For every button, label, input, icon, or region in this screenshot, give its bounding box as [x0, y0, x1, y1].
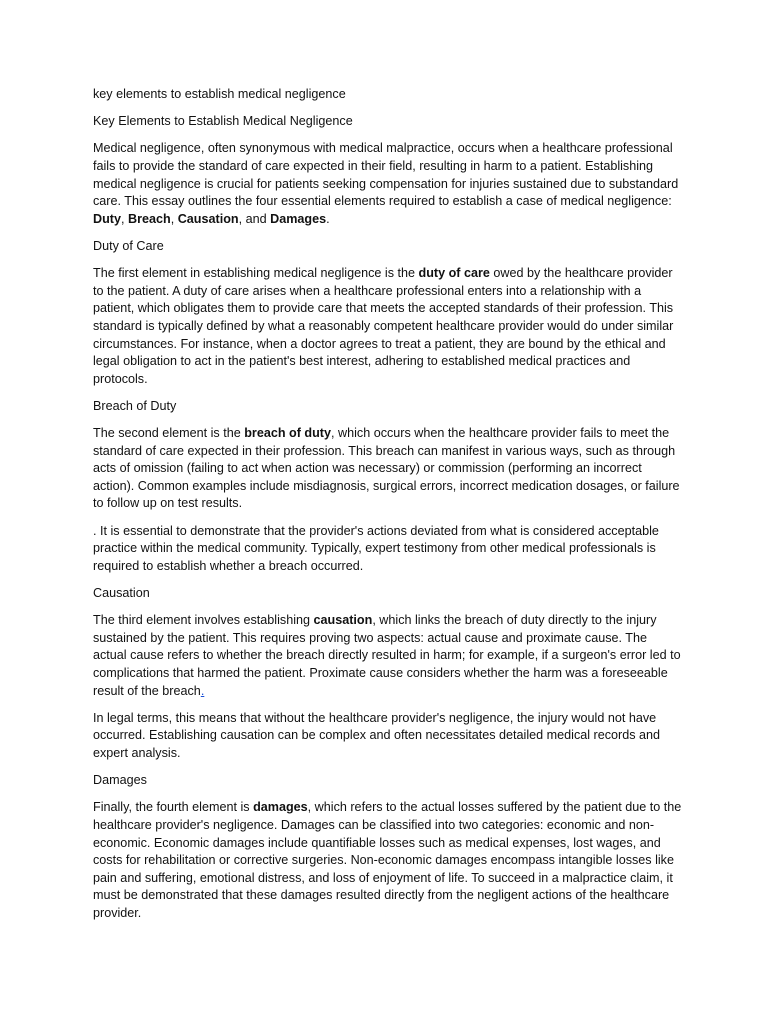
damages-text-2: , which refers to the actual losses suffered by the patient due to the healthcare provider's negligence. Damages can be classified into two categories: economic and non-economic. Economic damages include quantifiable losses such as medical expenses, lost wages, and costs for rehabilitation or corrective surgeries. Non-economic damages encompass intangible losses like pain and suffering, emotional distress, and loss of enjoyment of life. To succeed in a malpractice claim, it must be demonstrated that these damages resulted directly from the negligent actions of the healthcare provider. — [93, 800, 682, 920]
intro-text-1: Medical negligence, often synonymous with medical malpractice, occurs when a healthcare professional fails to provide the standard of care expected in their field, resulting in harm to a patient. Establishing medical negligence is crucial for patients seeking compensation for injuries sustained due to substandard care. This essay outlines the four essential elements required to establish a case of medical negligence: — [93, 141, 679, 209]
section-heading-duty: Duty of Care — [93, 238, 164, 253]
intro-bold-duty: Duty — [93, 211, 121, 226]
section-heading-breach: Breach of Duty — [93, 398, 177, 413]
breach-paragraph — [93, 425, 683, 513]
damages-text-1: Finally, the fourth element is — [93, 800, 254, 815]
duty-bold-term: duty of care — [418, 266, 490, 281]
intro-text-4: , and — [238, 211, 271, 226]
breach-bold-term: breach of duty — [244, 426, 331, 441]
damages-bold-term: damages — [253, 800, 308, 815]
causation-bold-term: causation — [313, 613, 373, 628]
intro-text-2: , — [121, 211, 128, 226]
breach-text-1: The second element is the — [93, 426, 245, 441]
section-heading-damages: Damages — [93, 773, 147, 788]
document-page — [93, 86, 683, 932]
document-title-lowercase: key elements to establish medical negligence — [93, 87, 346, 101]
intro-bold-breach: Breach — [128, 211, 171, 226]
intro-text-5: . — [326, 211, 330, 226]
intro-text-3: , — [170, 211, 178, 226]
duty-text-2: owed by the healthcare provider to the patient. A duty of care arises when a healthcare professional enters into a relationship with a patient, which obligates them to provide care that meets the accepted standards of their profession. This standard is typically defined by what a reasonably competent healthcare provider would do under similar circumstances. For instance, when a doctor agrees to treat a patient, they are bound by the ethical and legal obligation to act in the patient's best interest, adhering to established medical practices and protocols. — [93, 266, 674, 386]
duty-text-1: The first element in establishing medical negligence is the — [93, 266, 419, 281]
duty-paragraph — [93, 265, 683, 388]
document-title: Key Elements to Establish Medical Negligence — [93, 114, 353, 129]
breach-text-2: , which occurs when the healthcare provider fails to meet the standard of care expected in their profession. This breach can manifest in various ways, such as through acts of omission (failing to act when action was necessary) or commission (performing an incorrect action). Common examples include misdiagnosis, surgical errors, incorrect medication dosages, or failure to follow up on test results. — [93, 426, 680, 511]
intro-paragraph — [93, 140, 683, 228]
causation-text-1: The third element involves establishing — [93, 613, 314, 628]
causation-paragraph — [93, 612, 683, 700]
causation-paragraph-2: In legal terms, this means that without the healthcare provider's negligence, the injury would not have occurred. Establishing causation can be complex and often necessitates detailed medical records and expert analysis. — [93, 710, 661, 760]
causation-text-2: , which links the breach of duty directly to the injury sustained by the patient. This requires proving two aspects: actual cause and proximate cause. The actual cause refers to whether the breach directly resulted in harm; for example, if a surgeon's error led to complications that harmed the patient. Proximate cause considers whether the harm was a foreseeable result of the breach — [93, 613, 681, 698]
intro-bold-damages: Damages — [270, 211, 327, 226]
section-heading-causation: Causation — [93, 586, 150, 600]
breach-paragraph-2: . It is essential to demonstrate that the provider's actions deviated from what is considered acceptable practice within the medical community. Typically, expert testimony from other medical professionals is required to establish whether a breach occurred. — [93, 523, 659, 573]
damages-paragraph — [93, 799, 683, 922]
causation-link-dot[interactable]: . — [200, 683, 205, 698]
intro-bold-causation: Causation — [177, 211, 239, 226]
